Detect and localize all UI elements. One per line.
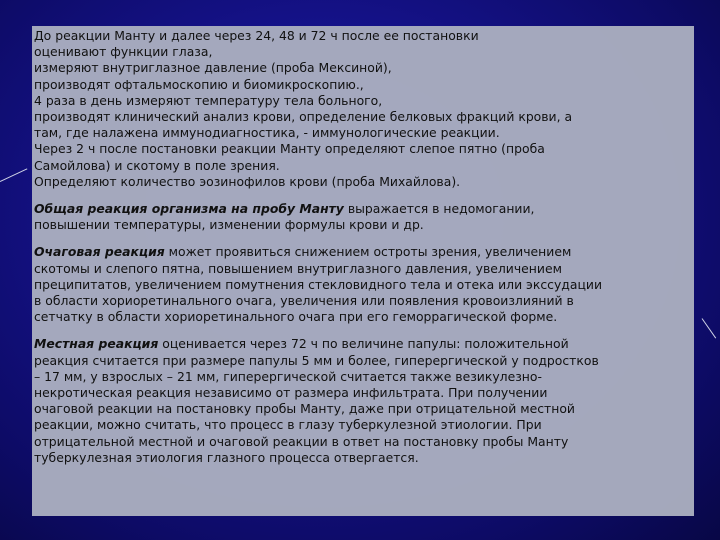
intro-line: производят клинический анализ крови, определение белковых фракций крови, а — [34, 109, 573, 125]
local-reaction-line: некротическая реакция независимо от размера инфильтрата. При получении — [34, 385, 548, 401]
local-reaction-line: туберкулезная этиология глазного процесса отвергается. — [34, 449, 419, 465]
focal-reaction-first-line — [34, 244, 674, 260]
local-reaction-line: отрицательной местной и очаговой реакции в ответ на постановку пробы Манту — [34, 433, 569, 449]
intro-line: там, где налажена иммунодиагностика, - иммунологические реакции. — [34, 125, 500, 141]
decorative-line-left — [0, 168, 27, 182]
focal-reaction-line: скотомы и слепого пятна, повышением внутриглазного давления, увеличением — [34, 260, 562, 276]
focal-reaction-line: преципитатов, увеличением помутнения стекловидного тела и отека или экссудации — [34, 276, 603, 292]
focal-reaction-line: сетчатку в области хориоретинального очага при его геморрагической форме. — [34, 309, 558, 325]
intro-line: производят офтальмоскопию и биомикроскопию., — [34, 76, 364, 92]
local-reaction-paragraph — [34, 336, 674, 466]
local-reaction-line: реакции, можно считать, что процесс в глазу туберкулезной этиологии. При — [34, 417, 542, 433]
focal-reaction-text: может проявиться снижением остроты зрения, увеличением — [164, 244, 572, 260]
local-reaction-line: очаговой реакции на постановку пробы Манту, даже при отрицательной местной — [34, 401, 575, 417]
intro-paragraph — [34, 28, 674, 190]
focal-reaction-term: Очаговая реакция — [34, 244, 165, 260]
local-reaction-term: Местная реакция — [34, 336, 159, 352]
local-reaction-text: оценивается через 72 ч по величине папулы: положительной — [158, 336, 569, 352]
intro-line: Определяют количество эозинофилов крови (проба Михайлова). — [34, 173, 461, 189]
intro-line: измеряют внутриглазное давление (проба Мексиной), — [34, 60, 392, 76]
local-reaction-first-line — [34, 336, 674, 352]
general-reaction-paragraph — [34, 201, 674, 233]
intro-line: оценивают функции глаза, — [34, 44, 213, 60]
focal-reaction-line: в области хориоретинального очага, увеличения или появления кровоизлияний в — [34, 293, 574, 309]
intro-line: 4 раза в день измеряют температуру тела больного, — [34, 92, 383, 108]
slide-text — [34, 28, 674, 477]
intro-line: Через 2 ч после постановки реакции Манту определяют слепое пятно (проба — [34, 141, 545, 157]
intro-line: Самойлова) и скотому в поле зрения. — [34, 157, 280, 173]
general-reaction-first-line — [34, 201, 674, 217]
general-reaction-term: Общая реакция организма на пробу Манту — [34, 201, 344, 217]
focal-reaction-paragraph — [34, 244, 674, 325]
intro-line: До реакции Манту и далее через 24, 48 и 72 ч после ее постановки — [34, 28, 479, 43]
local-reaction-line: – 17 мм, у взрослых – 21 мм, гиперергической считается также везикулезно- — [34, 368, 542, 384]
local-reaction-line: реакция считается при размере папулы 5 мм и более, гиперергической у подростков — [34, 352, 599, 368]
general-reaction-line: повышении температуры, изменении формулы крови и др. — [34, 217, 424, 233]
general-reaction-text: выражается в недомогании, — [343, 201, 535, 217]
decorative-line-right — [702, 318, 717, 338]
